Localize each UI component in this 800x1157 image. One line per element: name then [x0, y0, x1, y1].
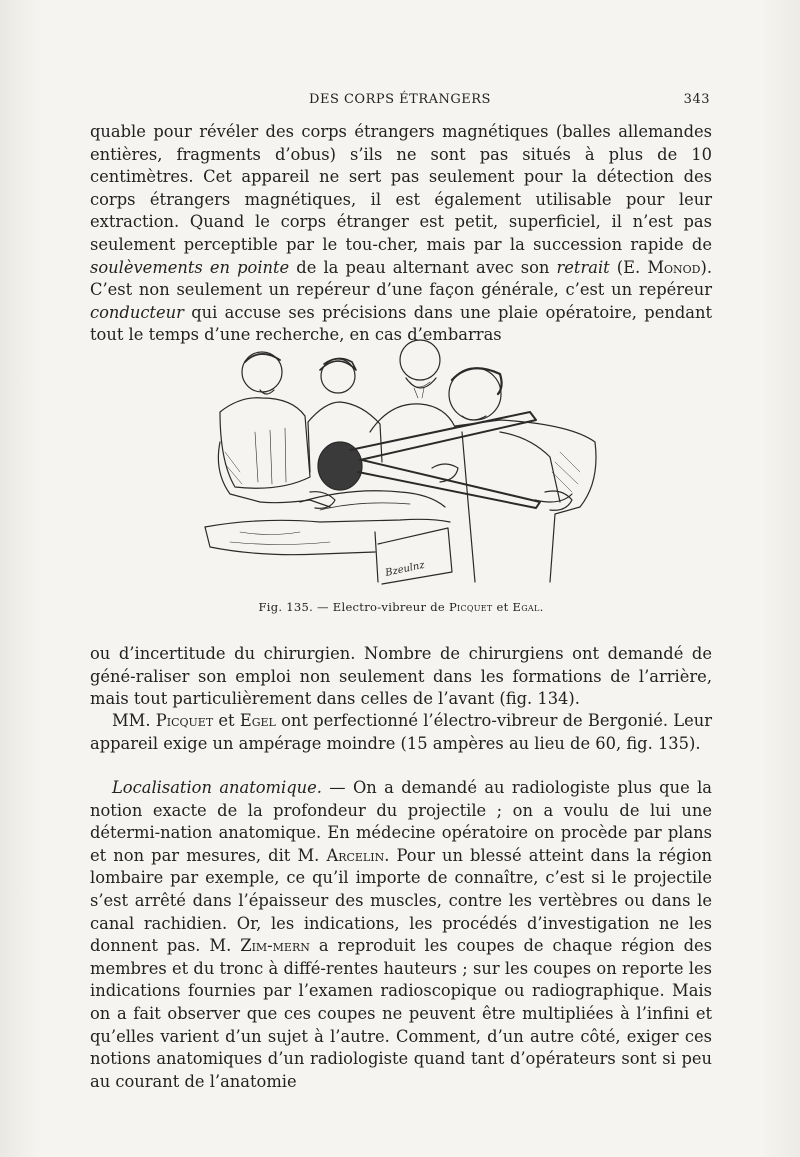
author-name: Monod [647, 257, 701, 277]
caption-name: Egal [512, 600, 540, 614]
text-run: et [213, 711, 240, 730]
page-number: 343 [683, 92, 710, 107]
text-run: . Pour un blessé atteint dans la région lombaire par exemple, ce qu’il importe de connaître, c’est si le projectile s’est arrêté dans l’épaisseur des muscles, contre les vertèbres ou dans le canal rachidien. Or, les indications, les procédés d’investigation ne les donnent pas. M. [90, 845, 712, 956]
illustrator-signature: Bzeulnz [384, 559, 426, 579]
text-run: ). C’est non seulement un repéreur d’une façon générale, c’est un repéreur [90, 257, 712, 300]
caption-text: Fig. 135. — Electro-vibreur de [258, 600, 449, 614]
author-name: Egel [239, 711, 276, 730]
paragraph-1 [90, 121, 712, 347]
caption-text: . [539, 600, 544, 614]
author-name: Picquet [155, 711, 214, 730]
italic-run: conducteur [90, 302, 184, 322]
running-title: DES CORPS ÉTRANGERS [309, 92, 491, 107]
text-run: (E. [609, 257, 648, 277]
running-header [90, 92, 710, 112]
paragraph-2 [90, 643, 712, 711]
text-run: ou d’incertitude du chirurgien. Nombre de chirurgiens ont demandé de géné-raliser son emploi non seulement dans les formations de l’arrière, mais tout particulièrement dans celles de l’avant (fig. 134). [90, 644, 712, 709]
caption-name: Picquet [448, 600, 493, 614]
italic-run: retrait [556, 257, 610, 277]
figure-135-illustration [200, 332, 605, 594]
text-run: de la peau alternant avec son [289, 257, 557, 277]
text-run: — On a demandé au radiologiste plus que la notion exacte de la profondeur du projectile ; on a voulu de lui une détermi-nation anatomique. En médecine opératoire on procède par plans et non par mesures, dit M. [90, 778, 712, 865]
paragraph-4 [90, 777, 712, 1093]
paragraph-3 [90, 710, 712, 755]
text-run: ont perfectionné l’électro-vibreur de Bergonié. Leur appareil exige un ampérage moindre (15 ampères au lieu de 60, fig. 135). [90, 711, 712, 753]
text-run: a reproduit les coupes de chaque région des membres et du tronc à diffé-rentes hauteurs ; sur les coupes on reporte les indications fournies par l’examen radioscopique ou radiographique. Mais on a fait observer que ces coupes ne peuvent être multipliées à l’infini et qu’elles varient d’un sujet à l’autre. Comment, d’un autre côté, exiger ces notions anatomiques d’un radiologiste quand tant d’opérateurs sont si peu au courant de l’anatomie [90, 936, 712, 1091]
section-heading: Localisation anatomique. [112, 778, 322, 797]
italic-run: soulèvements en pointe [90, 257, 290, 277]
text-run: quable pour révéler des corps étrangers magnétiques (balles allemandes entières, fragments d’obus) s’ils ne sont pas situés à plus de 10 centimètres. Cet appareil ne sert pas seulement pour la détection des corps étrangers magnétiques, il est également utilisable pour leur extraction. Quand le corps étranger est petit, superficiel, il n’est pas seulement perceptible par le tou-cher, mais par la succession rapide de [90, 122, 712, 254]
text-run: qui accuse ses précisions dans une plaie opératoire, pendant tout le temps d’une recherche, en cas d’embarras [90, 302, 712, 345]
author-name: Arcelin [326, 845, 385, 865]
author-name: Zim-mern [240, 936, 310, 956]
text-run: MM. [112, 711, 156, 730]
caption-text: et [492, 600, 513, 614]
figure-caption [90, 600, 712, 614]
